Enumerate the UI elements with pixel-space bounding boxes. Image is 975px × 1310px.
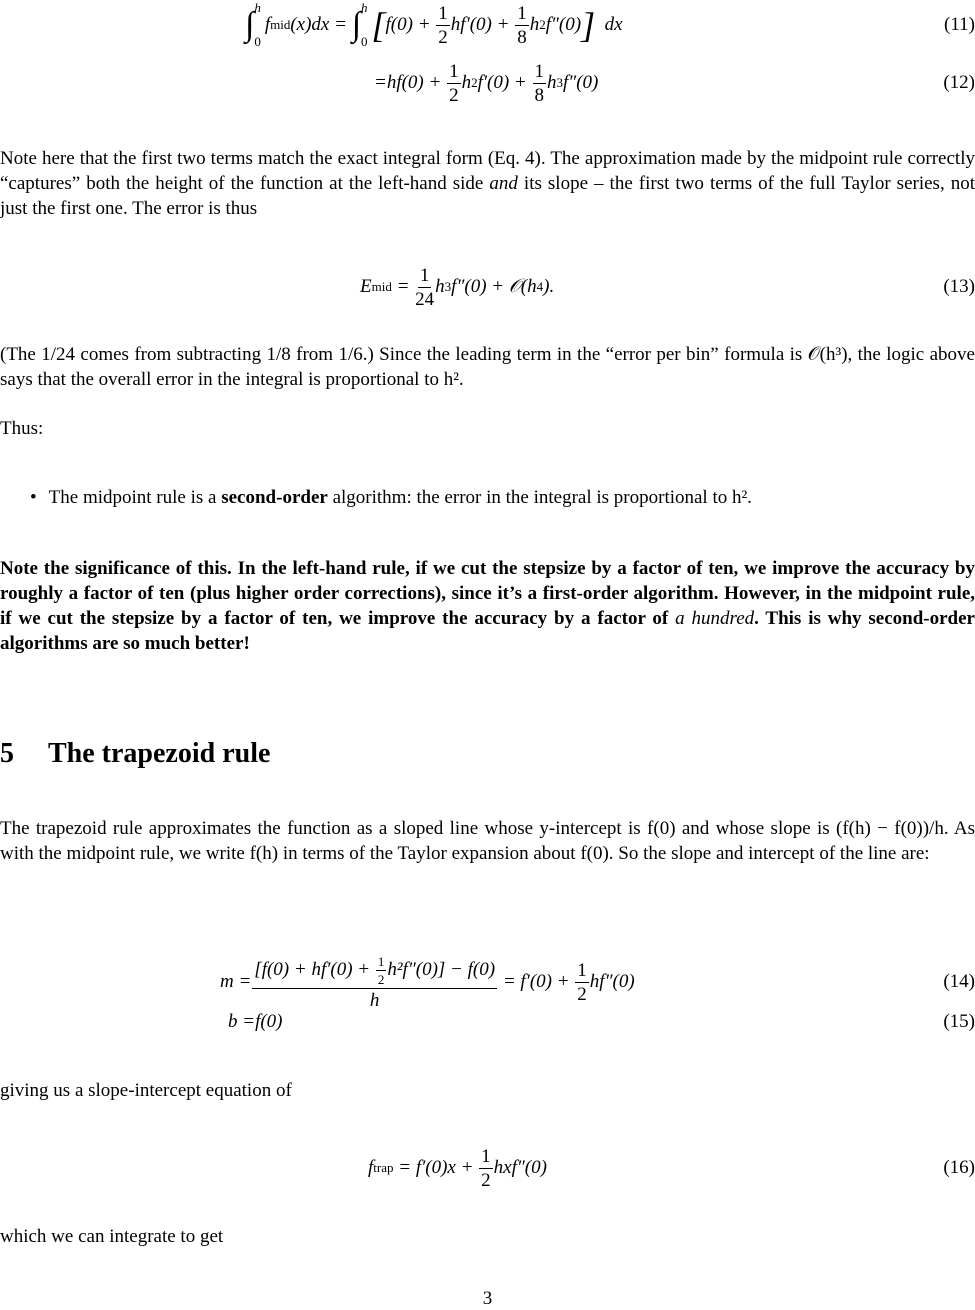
paragraph: (The 1/24 comes from subtracting 1/8 from 1/6.) Since the leading term in the “error per bin” formula is 𝒪(h³), the logic above says that the overall error in the integral is proportional to h². — [0, 344, 975, 390]
paragraph: Note here that the first two terms match the exact integral form (Eq. 4). The approximation made by the midpoint rule correctly “captures” both the height of the function at the left-hand side and its slope – the first two terms of the full Taylor series, not just the first one. The error is thus — [0, 148, 975, 219]
equation-15: b = f(0) (15) — [0, 1009, 975, 1035]
bullet-list — [0, 485, 975, 510]
list-item: • The midpoint rule is a second-order algorithm: the error in the integral is proportional to h². — [30, 487, 752, 508]
equation-12: =hf(0) + $\frac{1}{2}$ h 2 f′(0) + $\frac{1}{8}$ h 3 f″(0) (12) — [0, 58, 975, 108]
section-heading: 5 The trapezoid rule — [0, 738, 271, 769]
paragraph: giving us a slope-intercept equation of — [0, 1080, 292, 1101]
equation-number: (13) — [943, 276, 975, 297]
bullet-icon: • — [30, 487, 37, 508]
equation-number: (14) — [943, 971, 975, 992]
integral: ∫ h 0 — [351, 0, 368, 49]
equation-13: E mid = $\frac{1}{24}$ h 3 f″(0) + 𝒪(h 4 ). (13) — [0, 262, 975, 312]
paragraph: which we can integrate to get — [0, 1226, 224, 1247]
equation-11: ∫ h 0 f mid (x)dx = ∫ h 0 [ f(0) + $\frac{1}{2}$ hf′(0) + $\frac{1}{8}$ h 2 f″(0) ] dx (11) — [245, 0, 975, 49]
equation-number: (16) — [943, 1157, 975, 1178]
equation-14: m = [f(0) + hf′(0) + $\frac{1}{2}$ h²f″(0)] − f(0) h = f′(0) + $\frac{1}{2}$ hf″(0) (14) — [220, 953, 975, 1011]
paragraph: The trapezoid rule approximates the function as a sloped line whose y-intercept is f(0) and whose slope is (f(h) − f(0))/h. As with the midpoint rule, we write f(h) in terms of the Taylor expansion about f(0). So the slope and intercept of the line are: — [0, 818, 975, 864]
integral: ∫ h 0 — [245, 0, 261, 49]
paragraph: Thus: — [0, 418, 44, 439]
equation-number: (15) — [943, 1011, 975, 1032]
page-number: 3 — [482, 1288, 493, 1309]
equation-number: (11) — [944, 14, 975, 35]
equation-16: f trap = f′(0)x + $\frac{1}{2}$ hxf″(0) (16) — [0, 1143, 975, 1193]
equation-number: (12) — [943, 72, 975, 93]
bold-paragraph: Note the significance of this. In the left-hand rule, if we cut the stepsize by a factor of ten, we improve the accuracy by roughly a factor of ten (plus higher order corrections), since it’s a first-order algorithm. However, in the midpoint rule, if we cut the stepsize by a factor of ten, we improve the accuracy by a factor of a hundred. This is why second-order algorithms are so much better! — [0, 558, 975, 654]
